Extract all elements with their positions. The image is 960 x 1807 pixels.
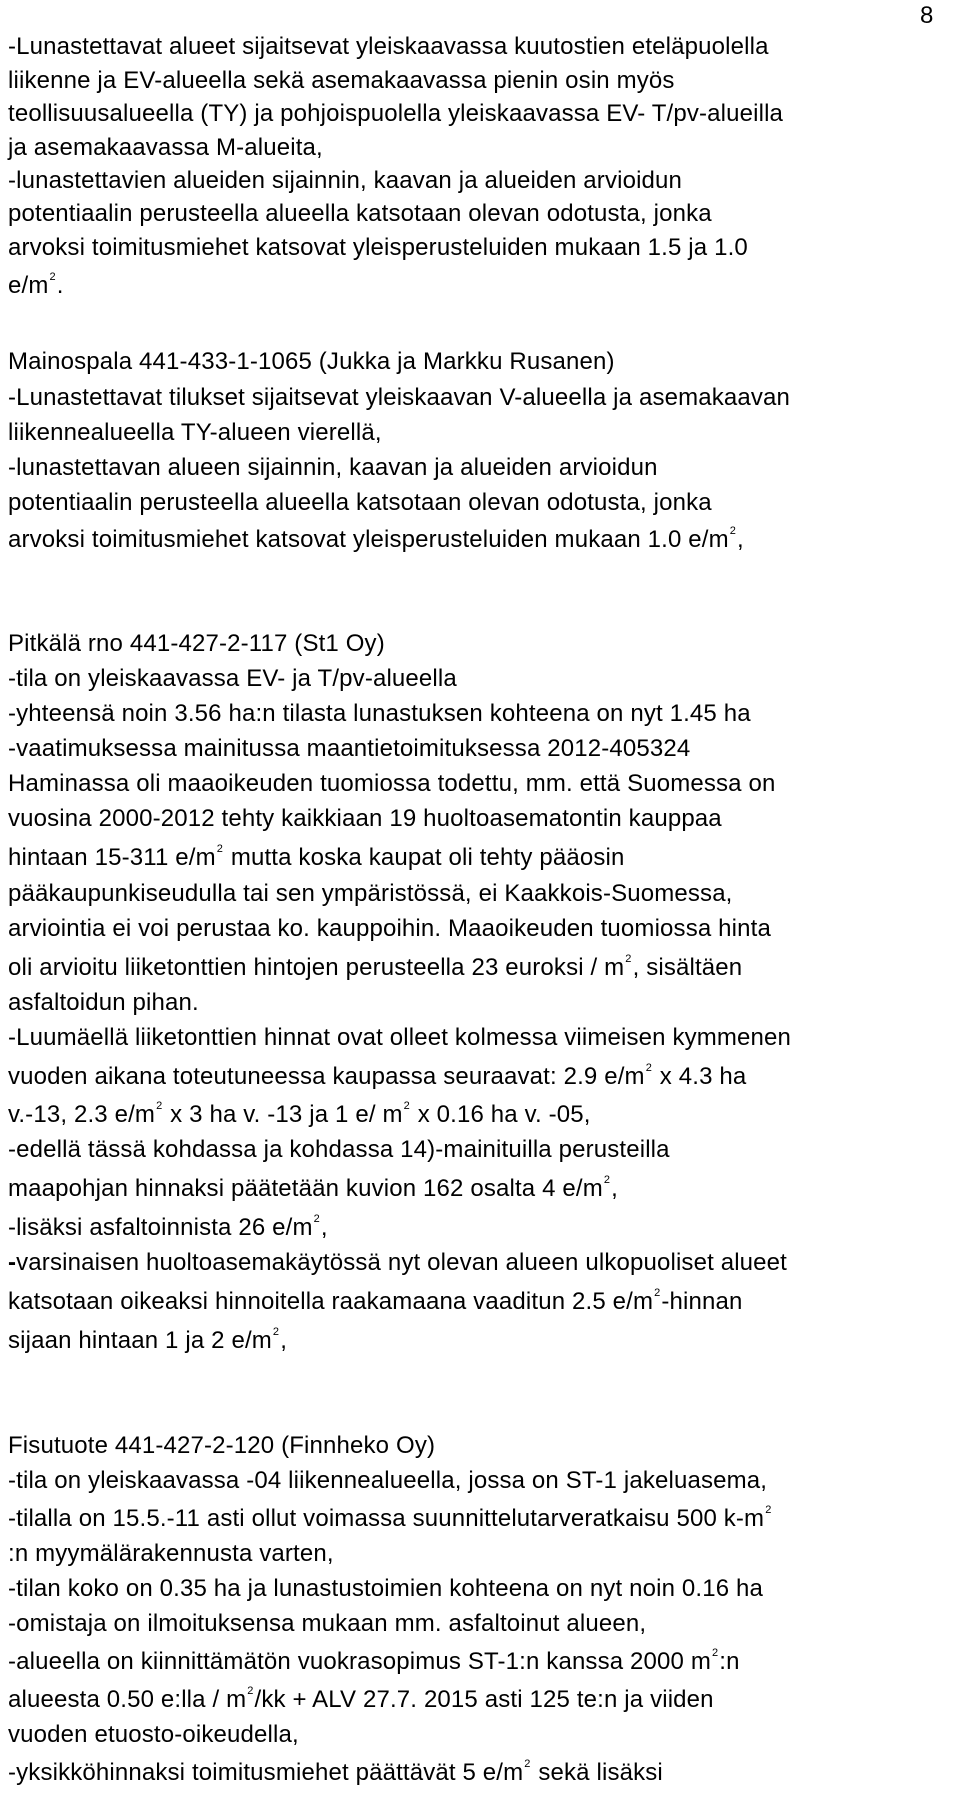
paragraph-line: -yhteensä noin 3.56 ha:n tilasta lunastuksen kohteena on nyt 1.45 ha [8, 700, 751, 727]
paragraph-line: liikennealueella TY-alueen vierellä, [8, 419, 382, 446]
paragraph-line [8, 951, 742, 989]
text-run: -lisäksi asfaltoinnista 26 e/m [8, 1214, 313, 1241]
text-run: hintaan 15-311 e/m [8, 844, 216, 871]
superscript: 2 [712, 1647, 719, 1659]
paragraph-line: vuoden etuosto-oikeudella, [8, 1721, 299, 1748]
text-run: , sisältäen [632, 954, 743, 981]
paragraph-line: :n myymälärakennusta varten, [8, 1540, 334, 1567]
superscript: 2 [625, 953, 632, 965]
text-run: alueesta 0.50 e:lla / m [8, 1686, 247, 1713]
superscript: 2 [765, 1504, 772, 1516]
paragraph-line: -Lunastettavat tilukset sijaitsevat yleiskaavan V-alueella ja asemakaavan [8, 384, 791, 411]
text-run: mutta koska kaupat oli tehty pääosin [224, 844, 625, 871]
paragraph-line: -tila on yleiskaavassa -04 liikennealueella, jossa on ST-1 jakeluasema, [8, 1467, 768, 1494]
superscript: 2 [729, 525, 737, 537]
paragraph-line [8, 1098, 591, 1136]
paragraph-line [8, 1756, 663, 1794]
paragraph-line: potentiaalin perusteella alueella katsotaan olevan odotusta, jonka [8, 489, 712, 516]
paragraph-line [8, 1683, 714, 1721]
paragraph-line: liikenne ja EV-alueella sekä asemakaavassa pienin osin myös [8, 67, 675, 94]
text-run: -hinnan [661, 1288, 743, 1315]
paragraph-line [8, 1246, 787, 1280]
paragraph-line [8, 1211, 328, 1249]
paragraph-line: -Luumäellä liiketonttien hinnat ovat olleet kolmessa viimeisen kymmenen [8, 1024, 792, 1051]
text-run: maapohjan hinnaksi päätetään kuvion 162 osalta 4 e/m [8, 1175, 603, 1202]
text-run: katsotaan oikeaksi hinnoitella raakamaana vaaditun 2.5 e/m [8, 1288, 654, 1315]
superscript: 2 [247, 1685, 254, 1697]
text-run: sijaan hintaan 1 ja 2 e/m [8, 1327, 272, 1354]
text-run: -yksikköhinnaksi toimitusmiehet päättävät 5 e/m [8, 1759, 524, 1786]
paragraph-line: pääkaupunkiseudulla tai sen ympäristössä, ei Kaakkois-Suomessa, [8, 880, 733, 907]
text-run: , [320, 1214, 328, 1241]
paragraph-line: asfaltoidun pihan. [8, 989, 199, 1016]
paragraph-line: -vaatimuksessa mainitussa maantietoimituksessa 2012-405324 [8, 735, 691, 762]
paragraph-line [8, 1502, 773, 1540]
paragraph-line [8, 1060, 746, 1098]
superscript: 2 [313, 1213, 320, 1225]
paragraph-line [8, 269, 64, 307]
text-run: v.-13, 2.3 e/m [8, 1101, 156, 1128]
bold-dash: - [8, 1249, 17, 1276]
text-run: vuoden aikana toteutuneessa kaupassa seuraavat: 2.9 e/m [8, 1063, 645, 1090]
paragraph-line: -lunastettavan alueen sijainnin, kaavan ja alueiden arvioidun [8, 454, 658, 481]
text-run: , [280, 1327, 288, 1354]
text-run: oli arvioitu liiketonttien hintojen perusteella 23 euroksi / m [8, 954, 625, 981]
unit-tail: . [56, 272, 64, 299]
text-run: x 3 ha v. -13 ja 1 e/ m [163, 1101, 403, 1128]
paragraph-line [8, 1285, 743, 1323]
paragraph-line: -Lunastettavat alueet sijaitsevat yleiskaavassa kuutostien eteläpuolella [8, 33, 769, 60]
page-number: 8 [920, 2, 934, 29]
superscript: 2 [524, 1758, 531, 1770]
section-heading: Mainospala 441-433-1-1065 (Jukka ja Markku Rusanen) [8, 348, 615, 375]
text-run: x 4.3 ha [652, 1063, 747, 1090]
text-run: :n [719, 1648, 740, 1675]
paragraph-line: teollisuusalueella (TY) ja pohjoispuolella yleiskaavassa EV- T/pv-alueilla [8, 100, 784, 127]
paragraph-line [8, 841, 624, 879]
section-heading: Pitkälä rno 441-427-2-117 (St1 Oy) [8, 630, 385, 657]
superscript: 2 [603, 1174, 611, 1186]
text-run: -tilalla on 15.5.-11 asti ollut voimassa suunnittelutarveratkaisu 500 k-m [8, 1505, 765, 1532]
paragraph-line: vuosina 2000-2012 tehty kaikkiaan 19 huoltoasematontin kauppaa [8, 805, 722, 832]
superscript: 2 [272, 1326, 280, 1338]
section-heading: Fisutuote 441-427-2-120 (Finnheko Oy) [8, 1432, 436, 1459]
text-run: varsinaisen huoltoasemakäytössä nyt olevan alueen ulkopuoliset alueet [16, 1249, 787, 1276]
paragraph-line [8, 1172, 618, 1210]
text-run: -alueella on kiinnittämätön vuokrasopimus ST-1:n kanssa 2000 m [8, 1648, 712, 1675]
paragraph-line: potentiaalin perusteella alueella katsotaan olevan odotusta, jonka [8, 200, 712, 227]
superscript: 2 [156, 1100, 163, 1112]
paragraph-line: arvoksi toimitusmiehet katsovat yleisperusteluiden mukaan 1.5 ja 1.0 [8, 234, 748, 261]
text-run: /kk + ALV 27.7. 2015 asti 125 te:n ja viiden [254, 1686, 714, 1713]
paragraph-line: -tila on yleiskaavassa EV- ja T/pv-alueella [8, 665, 457, 692]
paragraph-line [8, 1645, 740, 1683]
paragraph-line: arviointia ei voi perustaa ko. kauppoihin. Maaoikeuden tuomiossa hinta [8, 915, 771, 942]
text-run: , [737, 526, 744, 553]
paragraph-line: Haminassa oli maaoikeuden tuomiossa todettu, mm. että Suomessa on [8, 770, 776, 797]
paragraph-line: -edellä tässä kohdassa ja kohdassa 14)-mainituilla perusteilla [8, 1136, 670, 1163]
paragraph-line: ja asemakaavassa M-alueita, [8, 134, 323, 161]
text-run: x 0.16 ha v. -05, [410, 1101, 591, 1128]
text-run: , [611, 1175, 618, 1202]
superscript: 2 [216, 843, 224, 855]
text-run: sekä lisäksi [531, 1759, 663, 1786]
superscript: 2 [645, 1062, 652, 1074]
paragraph-line: -omistaja on ilmoituksensa mukaan mm. asfaltoinut alueen, [8, 1610, 647, 1637]
paragraph-line [8, 523, 744, 561]
superscript: 2 [49, 271, 56, 283]
paragraph-line [8, 1324, 287, 1362]
text-run: arvoksi toimitusmiehet katsovat yleisperusteluiden mukaan 1.0 e/m [8, 526, 729, 553]
unit-text: e/m [8, 272, 49, 299]
superscript: 2 [654, 1287, 661, 1299]
paragraph-line: -lunastettavien alueiden sijainnin, kaavan ja alueiden arvioidun [8, 167, 683, 194]
superscript: 2 [403, 1100, 410, 1112]
paragraph-line: -tilan koko on 0.35 ha ja lunastustoimien kohteena on nyt noin 0.16 ha [8, 1575, 764, 1602]
